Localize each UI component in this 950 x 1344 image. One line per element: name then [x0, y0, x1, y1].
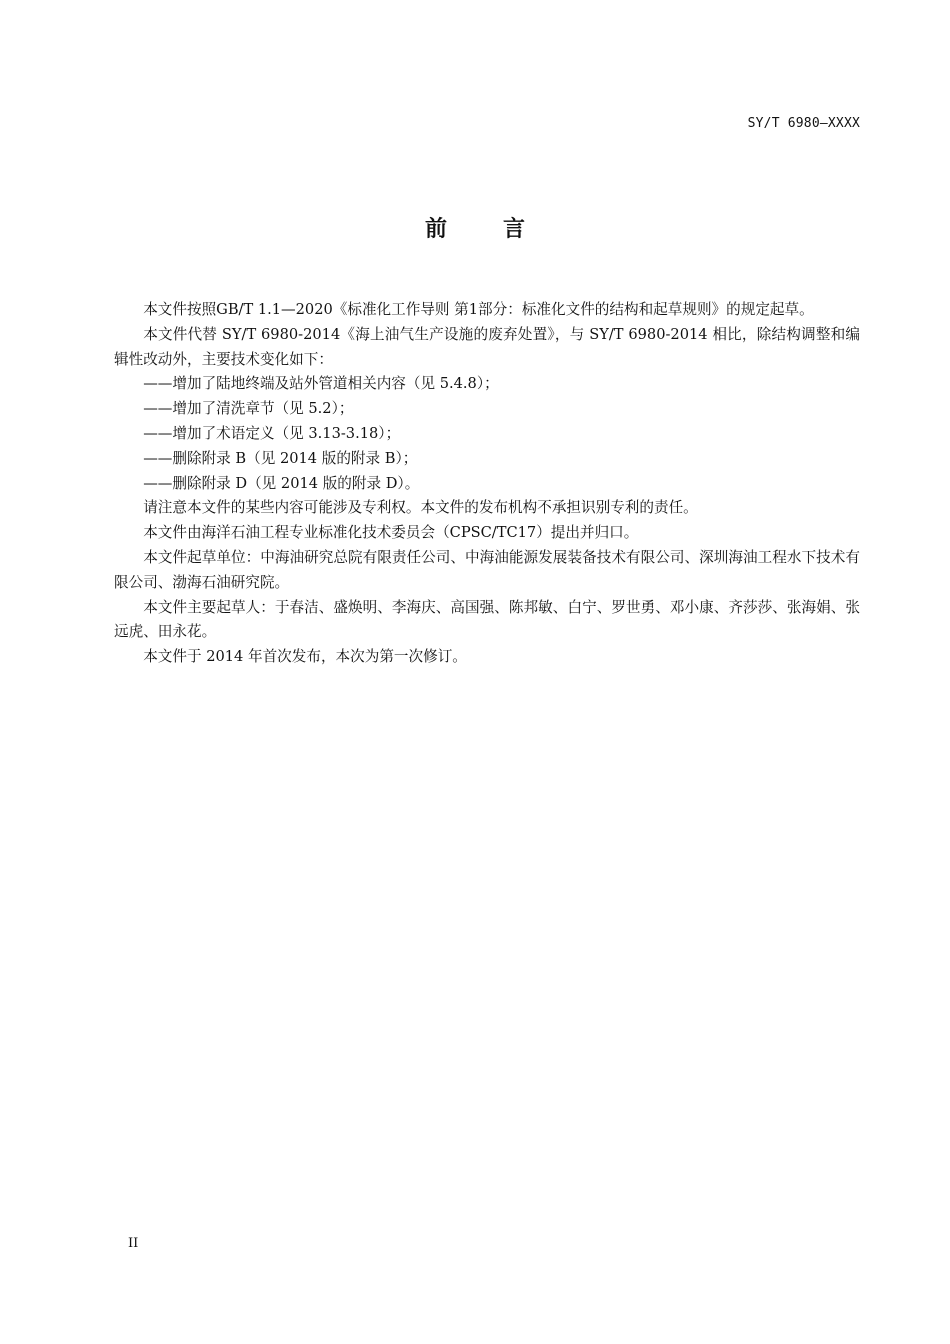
change-item: ——删除附录 D（见 2014 版的附录 D）。 [143, 474, 420, 492]
document-code: SY/T 6980—XXXX [747, 116, 860, 131]
title-char-1: 前 [424, 217, 447, 242]
page-number: II [128, 1236, 139, 1251]
change-item: ——增加了术语定义（见 3.13-3.18）； [143, 424, 401, 442]
change-item: ——增加了清洗章节（见 5.2）； [143, 400, 354, 418]
paragraph-patent-notice: 请注意本文件的某些内容可能涉及专利权。本文件的发布机构不承担识别专利的责任。 [143, 499, 698, 517]
paragraph-committee: 本文件由海洋石油工程专业标准化技术委员会（CPSC/TC17）提出并归口。 [143, 524, 639, 542]
page-title [0, 212, 950, 243]
paragraph-drafters: 本文件主要起草人：于春洁、盛焕明、李海庆、高国强、陈邦敏、白宁、罗世勇、邓小康、齐莎莎、张海娟、张远虎、田永花。 [114, 598, 860, 641]
paragraph-revision-history: 本文件于 2014 年首次发布，本次为第一次修订。 [143, 648, 467, 666]
foreword-body [114, 298, 860, 670]
paragraph-drafting-rules: 本文件按照GB/T 1.1—2020《标准化工作导则 第1部分：标准化文件的结构和起草规则》的规定起草。 [143, 301, 814, 318]
change-item: ——删除附录 B（见 2014 版的附录 B）； [143, 449, 418, 467]
change-item: ——增加了陆地终端及站外管道相关内容（见 5.4.8）； [143, 375, 499, 393]
paragraph-replacement: 本文件代替 SY/T 6980-2014《海上油气生产设施的废弃处置》，与 SY/T 6980-2014 相比，除结构调整和编辑性改动外，主要技术变化如下： [114, 325, 860, 368]
title-char-2: 言 [503, 217, 526, 242]
paragraph-drafting-units: 本文件起草单位：中海油研究总院有限责任公司、中海油能源发展装备技术有限公司、深圳海油工程水下技术有限公司、渤海石油研究院。 [114, 548, 860, 591]
